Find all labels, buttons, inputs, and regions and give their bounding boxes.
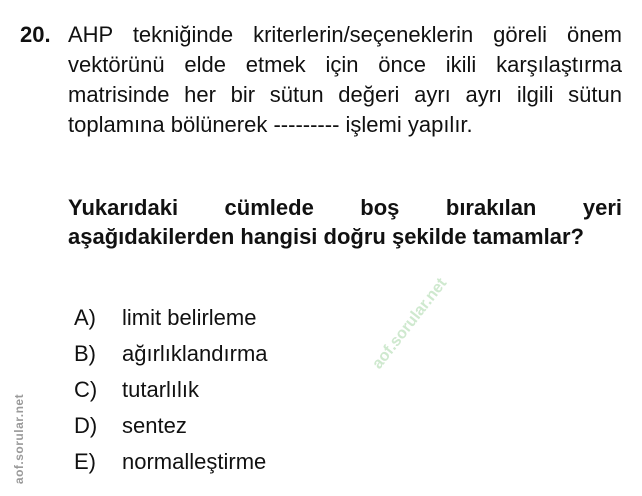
option-b[interactable]	[74, 336, 268, 372]
option-text: limit belirleme	[122, 305, 257, 330]
answer-options	[74, 300, 268, 480]
option-text: tutarlılık	[122, 377, 200, 402]
option-a[interactable]	[74, 300, 268, 336]
question-stem: AHP tekniğinde kriterlerin/seçeneklerin göreli önem vektörünü elde etmek için önce ikili karşılaştırma matrisinde her bir sütun değeri ayrı ayrı ilgili sütun toplamına bölünerek --------- işlemi yapılır.	[68, 22, 622, 137]
option-text: normalleştirme	[122, 449, 267, 474]
option-c[interactable]	[74, 372, 268, 408]
option-letter: E)	[74, 449, 96, 474]
option-letter: C)	[74, 377, 98, 402]
question-number: 20.	[20, 22, 51, 47]
option-letter: B)	[74, 341, 96, 366]
option-letter: D)	[74, 413, 98, 438]
option-e[interactable]	[74, 444, 268, 480]
side-watermark: aof.sorular.net	[12, 393, 26, 485]
diagonal-watermark: aof.sorular.net	[369, 275, 451, 373]
option-text: sentez	[122, 413, 187, 438]
question-prompt: Yukarıdaki cümlede boş bırakılan yeri aşağıdakilerden hangisi doğru şekilde tamamlar?	[68, 195, 622, 249]
option-letter: A)	[74, 305, 96, 330]
option-text: ağırlıklandırma	[122, 341, 268, 366]
option-d[interactable]	[74, 408, 268, 444]
